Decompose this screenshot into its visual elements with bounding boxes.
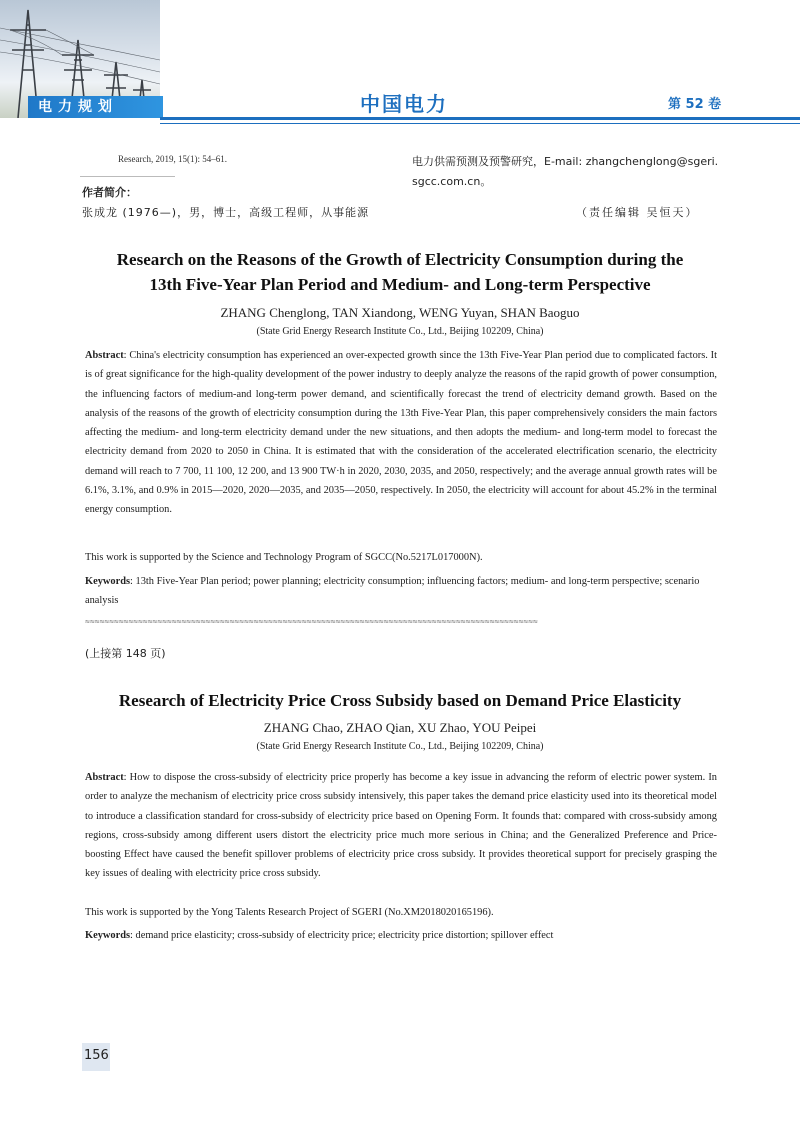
abstract-label: Abstract <box>85 350 124 361</box>
editor-note: （责任编辑 吴恒天） <box>576 206 699 219</box>
article2-affiliation: (State Grid Energy Research Institute Co., Ltd., Beijing 102209, China) <box>256 741 544 752</box>
volume-label: 第 52 卷 <box>668 97 722 112</box>
author-contact-line2: sgcc.com.cn。 <box>412 175 492 188</box>
keywords-label: Keywords <box>85 930 131 941</box>
author-contact <box>412 152 732 192</box>
abstract-text: : How to dispose the cross-subsidy of electricity price properly has become a key issue in advancing the reform of electric power system. In order to analyze the mechanism of electricity price cross subsidy intensively, this paper takes the demand price elasticity used into its theoretical model to introduce a classification standard for cross-subsidy of electricity price based on Opening Form. It founds that: compared with cross-subsidy among regions, cross-subsidy among different users distort the electricity price much more serious in China; and the Generalized Preference and Price-boosting Effect have caused the benefit spillover problems of electricity price cross subsidy. It provides theoretical support for precisely grasping the key issues of dealing with electricity price cross subsidy. <box>85 772 717 880</box>
author-contact-line1: 电力供需预测及预警研究，E-mail: zhangchenglong@sgeri. <box>412 155 719 168</box>
article1-title <box>60 247 740 297</box>
article1-title-line1: Research on the Reasons of the Growth of Electricity Consumption during the <box>116 250 684 269</box>
header-rule-thin <box>160 123 800 124</box>
keywords-text: : 13th Five-Year Plan period; power planning; electricity consumption; influencing factors; medium- and long-term perspective; scenario analysis <box>85 576 700 606</box>
article1-abstract <box>85 346 717 520</box>
article2-authors: ZHANG Chao, ZHAO Qian, XU Zhao, YOU Peipei <box>263 720 537 735</box>
abstract-text: : China's electricity consumption has experienced an over-expected growth since the 13th Five-Year Plan period due to complicated factors. It is of great significance for the high-quality development of the power industry to deeply analyze the reasons of the rapid growth of power consumption, the influencing factors of medium-and long-term power demand, and scientifically forecast the trend of electricity demand growth. Based on the analysis of the reasons of the growth of electricity consumption during the 13th Five-Year Plan, this paper comprehensively considers the main factors affecting the medium- and long-term electricity demand under the new situations, and then adopts the medium- and long-term model to forecast the electricity demand from 2020 to 2050 in China. It is estimated that with the consideration of the accelerated electrification scenario, the electricity demand will reach to 7 700, 11 100, 12 200, and 13 900 TW·h in 2020, 2030, 2035, and 2050, respectively; and the average annual growth rates will be 6.1%, 3.1%, and 0.9% in 2015—2020, 2020—2035, and 2035—2050, respectively. In 2050, the electricity will account for about 45.2% in the terminal energy consumption. <box>85 350 717 516</box>
header-rule <box>160 117 800 120</box>
wave-divider: ≈≈≈≈≈≈≈≈≈≈≈≈≈≈≈≈≈≈≈≈≈≈≈≈≈≈≈≈≈≈≈≈≈≈≈≈≈≈≈≈≈≈≈≈≈≈≈≈≈≈≈≈≈≈≈≈≈≈≈≈≈≈≈≈≈≈≈≈≈≈≈≈≈≈≈≈≈≈≈≈≈≈≈≈≈≈≈≈≈≈≈≈≈≈ <box>85 617 538 626</box>
article1-funding: This work is supported by the Science and Technology Program of SGCC(No.5217L017000N). <box>85 552 483 563</box>
continued-from-note: (上接第 148 页) <box>85 647 166 660</box>
article2-title: Research of Electricity Price Cross Subsidy based on Demand Price Elasticity <box>118 691 682 710</box>
citation-line: Research, 2019, 15(1): 54–61. <box>118 154 227 164</box>
section-tab: 电力规划 <box>28 96 163 118</box>
article2-funding: This work is supported by the Yong Talents Research Project of SGERI (No.XM2018020165196). <box>85 907 494 918</box>
journal-name: 中国电力 <box>360 92 448 116</box>
bio-divider <box>80 176 175 177</box>
keywords-label: Keywords <box>85 576 131 587</box>
article1-keywords <box>85 572 717 610</box>
keywords-text: : demand price elasticity; cross-subsidy of electricity price; electricity price distortion; spillover effect <box>130 930 554 941</box>
article1-title-line2: 13th Five-Year Plan Period and Medium- and Long-term Perspective <box>149 275 651 294</box>
author-bio-text: 张成龙 (1976—)，男，博士，高级工程师，从事能源 <box>82 206 370 219</box>
abstract-label: Abstract <box>85 772 124 783</box>
article1-affiliation: (State Grid Energy Research Institute Co., Ltd., Beijing 102209, China) <box>256 326 544 337</box>
author-bio-heading: 作者简介： <box>82 186 137 199</box>
article2-abstract <box>85 768 717 884</box>
article2-keywords <box>85 926 717 945</box>
page-number: 156 <box>84 1048 109 1063</box>
article1-authors: ZHANG Chenglong, TAN Xiandong, WENG Yuyan, SHAN Baoguo <box>220 305 580 320</box>
